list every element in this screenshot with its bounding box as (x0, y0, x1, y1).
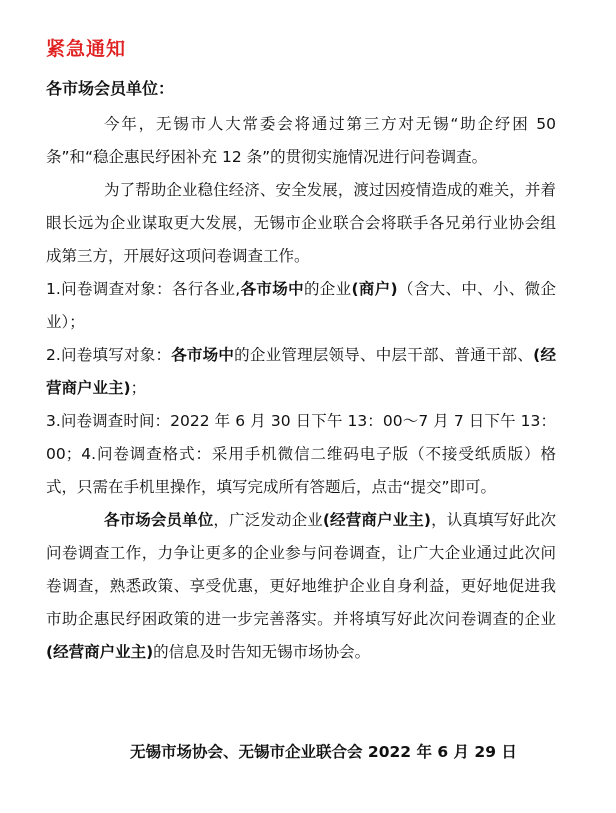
p3-text-d: ，认真填写好此次问卷调查工作，力争让更多的企业参与问卷调查，让广大企业通过此次问卷调查，熟悉政策、享受优惠，更好地维护企业自身利益，更好地促进我市助企惠民纾困政策的进一步完善落实。并将填写好此次问卷调查的企业 (46, 511, 556, 628)
signature-org: 无锡市场协会 (130, 743, 224, 761)
item1-text-b: 各市场中 (240, 280, 304, 298)
item-fill-target (46, 339, 556, 405)
paragraph-purpose: 为了帮助企业稳住经济、安全发展，渡过因疫情造成的难关，并着眼长远为企业谋取更大发展，无锡市企业联合会将联手各兄弟行业协会组成第三方，开展好这项问卷调查工作。 (46, 181, 556, 265)
item1-text-d: (商户) (351, 280, 398, 298)
item2-text-b: 各市场中 (171, 346, 235, 364)
p3-text-f: 的信息及时告知无锡市场协会。 (153, 643, 371, 661)
notice-body (46, 108, 556, 669)
salutation: 各市场会员单位： (46, 79, 175, 98)
item-survey-target (46, 273, 556, 339)
item1-text-e: （含大、中、小、微企业）； (46, 280, 556, 331)
item2-text-d: (经营商户业主) (46, 346, 556, 397)
signature (130, 740, 517, 762)
item1-text-c: 的企业 (303, 280, 352, 298)
item1-text-a: 1.问卷调查对象：各行各业, (46, 280, 241, 298)
p3-text-e: (经营商户业主) (46, 643, 154, 661)
item2-text-e: ； (130, 379, 147, 397)
p3-text-b: ，广泛发动企业 (213, 511, 323, 529)
p3-text-c: (经营商户业主) (322, 511, 431, 529)
item-time-format: 3.问卷调查时间：2022 年 6 月 30 日下午 13：00～7 月 7 日下午 13：00；4.问卷调查格式：采用手机微信二维码电子版（不接受纸质版）格式，只需在手机里操作，填写完成所有答题后，点击“提交”即可。 (46, 412, 556, 496)
paragraph-call-to-action (46, 504, 556, 669)
notice-title: 紧急通知 (46, 38, 127, 60)
signature-rest: 、无锡市企业联合会 2022 年 6 月 29 日 (223, 743, 517, 761)
item2-text-a: 2.问卷填写对象： (46, 346, 172, 364)
item2-text-c: 的企业管理层领导、中层干部、普通干部、 (234, 346, 534, 364)
p3-text-a: 各市场会员单位 (104, 511, 214, 529)
paragraph-intro: 今年，无锡市人大常委会将通过第三方对无锡“助企纾困 50 条”和“稳企惠民纾困补充 12 条”的贯彻实施情况进行问卷调查。 (46, 115, 556, 166)
